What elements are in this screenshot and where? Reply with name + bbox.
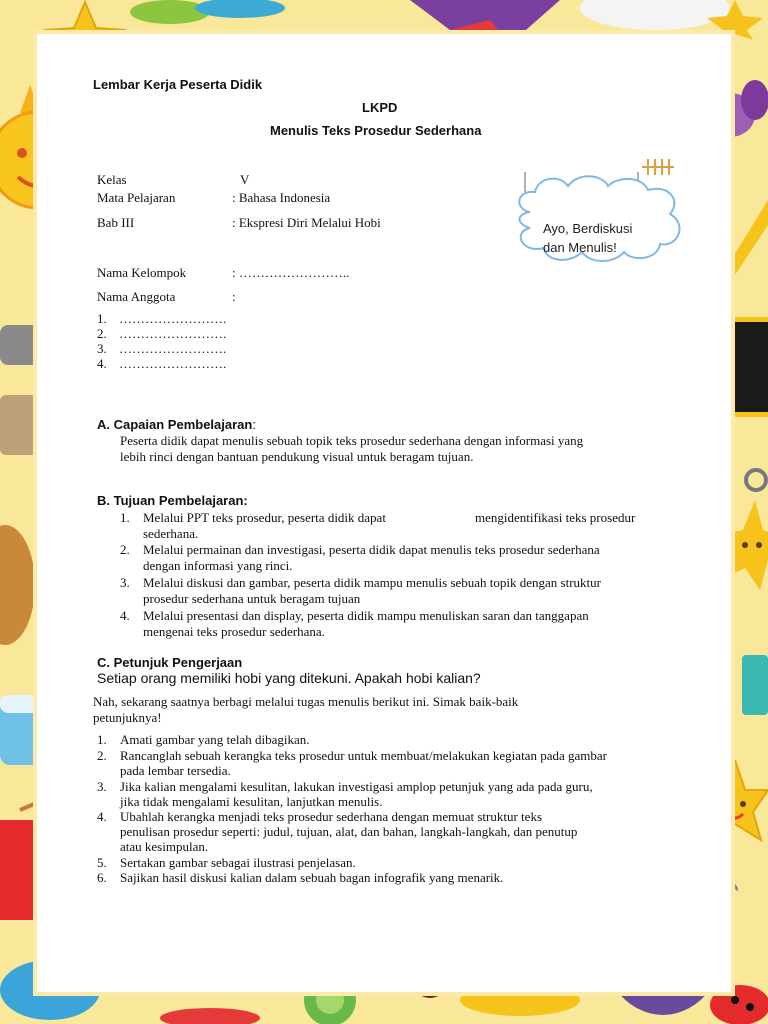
kelompok-value: : …………………….. — [232, 265, 350, 280]
instruction-text-1: Sajikan hasil diskusi kalian dalam sebuah bagan infografik yang menarik. — [120, 870, 504, 885]
instruction-item — [97, 870, 657, 886]
section-a-colon: : — [252, 417, 256, 432]
instruction-num: 6. — [97, 870, 107, 885]
member-dots: ……………………. — [119, 326, 227, 341]
objective-text-1: Melalui diskusi dan gambar, peserta didik mampu menulis sebuah topik dengan struktur — [143, 575, 602, 590]
section-b-heading: B. Tujuan Pembelajaran: — [97, 493, 248, 508]
instruction-num: 3. — [97, 779, 107, 794]
bab-label: Bab III — [97, 215, 135, 230]
section-c-intro: Setiap orang memiliki hobi yang ditekuni. Apakah hobi kalian? — [97, 670, 481, 686]
member-num: 3. — [97, 341, 107, 356]
objective-text-2: sederhana. — [143, 526, 199, 541]
section-c-heading: C. Petunjuk Pengerjaan — [97, 655, 243, 670]
member-dots: ……………………. — [119, 356, 227, 371]
objective-num: 2. — [120, 542, 130, 557]
objective-item — [120, 575, 680, 607]
member-row — [97, 356, 297, 371]
kelas-value: V — [240, 172, 250, 187]
anggota-label: Nama Anggota — [97, 289, 176, 304]
instruction-text-2: jika tidak mengalami kesulitan, lanjutkan menulis. — [120, 794, 383, 809]
speech-line-1: Ayo, Berdiskusi — [543, 221, 633, 236]
objective-text-b: mengidentifikasi teks prosedur — [475, 510, 636, 525]
section-a-title: A. Capaian Pembelajaran — [97, 417, 253, 432]
page-subtitle: Menulis Teks Prosedur Sederhana — [270, 123, 482, 138]
section-c-para-2: petunjuknya! — [93, 710, 162, 725]
kelas-label: Kelas — [97, 172, 127, 187]
sheet-title: Lembar Kerja Peserta Didik — [93, 77, 263, 92]
member-dots: ……………………. — [119, 341, 227, 356]
instruction-text-3: atau kesimpulan. — [120, 839, 209, 854]
instruction-num: 5. — [97, 855, 107, 870]
section-a-line-2: lebih rinci dengan bantuan pendukung visual untuk beragam tujuan. — [120, 449, 474, 464]
kelompok-label: Nama Kelompok — [97, 265, 187, 280]
instruction-text-1: Jika kalian mengalami kesulitan, lakukan investigasi amplop petunjuk yang ada pada guru, — [120, 779, 593, 794]
bab-value: : Ekspresi Diri Melalui Hobi — [232, 215, 381, 230]
objective-item — [120, 510, 680, 542]
fish-bone-icon — [640, 156, 676, 178]
instruction-item — [97, 855, 657, 871]
member-row — [97, 341, 297, 356]
section-c-para-1: Nah, sekarang saatnya berbagi melalui tugas menulis berikut ini. Simak baik-baik — [93, 694, 519, 709]
objective-text-2: dengan informasi yang rinci. — [143, 558, 293, 573]
scissors-icon — [738, 465, 768, 505]
instruction-num: 2. — [97, 748, 107, 763]
mapel-value: : Bahasa Indonesia — [232, 190, 331, 205]
instruction-item — [97, 732, 657, 748]
objective-text-1: Melalui presentasi dan display, peserta didik mampu menuliskan saran dan tanggapan — [143, 608, 589, 623]
instruction-num: 1. — [97, 732, 107, 747]
speech-text — [543, 219, 632, 257]
page-title: LKPD — [362, 100, 398, 115]
objective-text-1: Melalui permainan dan investigasi, peserta didik dapat menulis teks prosedur sederhana — [143, 542, 600, 557]
objective-num: 4. — [120, 608, 130, 623]
member-num: 4. — [97, 356, 107, 371]
member-num: 1. — [97, 311, 107, 326]
teal-block-icon — [742, 655, 768, 715]
objective-text-2: mengenai teks prosedur sederhana. — [143, 624, 325, 639]
section-a-heading — [97, 417, 256, 432]
objective-item — [120, 542, 680, 574]
instruction-item — [97, 779, 657, 811]
mapel-label: Mata Pelajaran — [97, 190, 176, 205]
bear-icon — [0, 520, 35, 650]
instruction-item — [97, 748, 657, 780]
objective-text-2: prosedur sederhana untuk beragam tujuan — [143, 591, 361, 606]
section-a-line-1: Peserta didik dapat menulis sebuah topik teks prosedur sederhana dengan informasi yang — [120, 433, 584, 448]
member-num: 2. — [97, 326, 107, 341]
speech-line-2: dan Menulis! — [543, 240, 617, 255]
instruction-text-1: Ubahlah kerangka menjadi teks prosedur sederhana dengan memuat struktur teks — [120, 809, 542, 824]
instruction-text-1: Amati gambar yang telah dibagikan. — [120, 732, 310, 747]
objective-num: 3. — [120, 575, 130, 590]
objective-text-a: Melalui PPT teks prosedur, peserta didik dapat — [143, 510, 386, 525]
member-row — [97, 326, 297, 341]
instruction-text-2: pada lembar tersedia. — [120, 763, 231, 778]
objective-num: 1. — [120, 510, 130, 525]
member-row — [97, 311, 297, 326]
member-dots: ……………………. — [119, 311, 227, 326]
instruction-item — [97, 809, 657, 856]
instruction-text-1: Sertakan gambar sebagai ilustrasi penjelasan. — [120, 855, 356, 870]
instruction-num: 4. — [97, 809, 107, 824]
anggota-value: : — [232, 289, 236, 304]
instruction-text-1: Rancanglah sebuah kerangka teks prosedur untuk membuat/melakukan kegiatan pada gambar — [120, 748, 607, 763]
instruction-text-2: penulisan prosedur seperti: judul, tujuan, alat, dan bahan, langkah-langkah, dan penutup — [120, 824, 578, 839]
objective-item — [120, 608, 680, 640]
